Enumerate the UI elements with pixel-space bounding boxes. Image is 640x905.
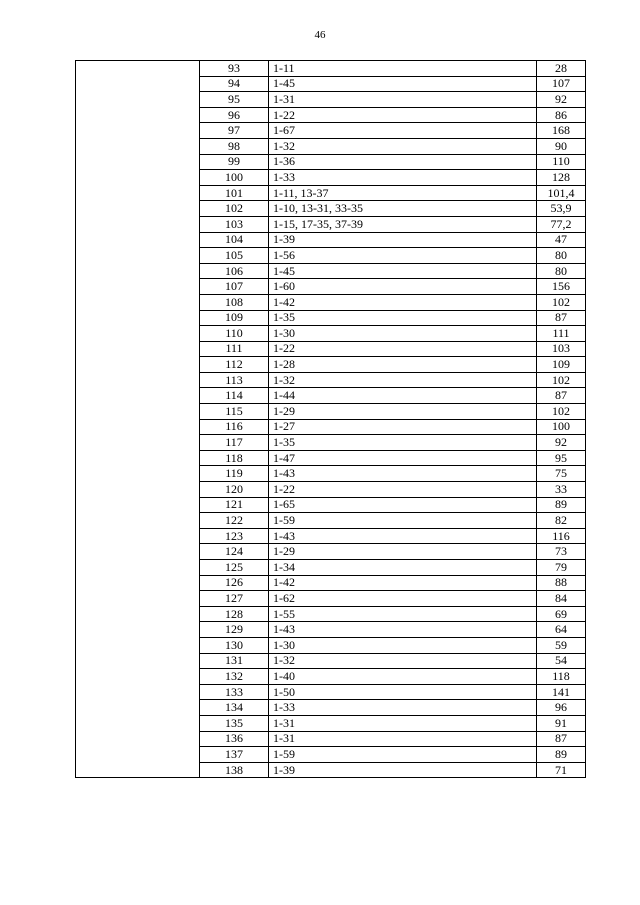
- value-cell: 92: [537, 92, 586, 108]
- range-cell: 1-43: [269, 466, 537, 482]
- value-cell: 96: [537, 700, 586, 716]
- table-row: [76, 61, 586, 77]
- row-number-cell: 97: [200, 123, 269, 139]
- range-cell: 1-22: [269, 341, 537, 357]
- value-cell: 100: [537, 419, 586, 435]
- range-cell: 1-47: [269, 450, 537, 466]
- value-cell: 64: [537, 622, 586, 638]
- blank-merged-cell: [76, 61, 200, 778]
- value-cell: 69: [537, 606, 586, 622]
- row-number-cell: 98: [200, 138, 269, 154]
- row-number-cell: 113: [200, 372, 269, 388]
- row-number-cell: 116: [200, 419, 269, 435]
- row-number-cell: 125: [200, 560, 269, 576]
- range-cell: 1-31: [269, 731, 537, 747]
- row-number-cell: 131: [200, 653, 269, 669]
- range-cell: 1-31: [269, 92, 537, 108]
- row-number-cell: 115: [200, 404, 269, 420]
- row-number-cell: 99: [200, 154, 269, 170]
- value-cell: 87: [537, 310, 586, 326]
- value-cell: 47: [537, 232, 586, 248]
- range-cell: 1-60: [269, 279, 537, 295]
- value-cell: 141: [537, 684, 586, 700]
- row-number-cell: 111: [200, 341, 269, 357]
- value-cell: 73: [537, 544, 586, 560]
- value-cell: 101,4: [537, 185, 586, 201]
- range-cell: 1-34: [269, 560, 537, 576]
- value-cell: 87: [537, 388, 586, 404]
- range-cell: 1-10, 13-31, 33-35: [269, 201, 537, 217]
- value-cell: 118: [537, 669, 586, 685]
- range-cell: 1-35: [269, 310, 537, 326]
- row-number-cell: 133: [200, 684, 269, 700]
- range-cell: 1-43: [269, 622, 537, 638]
- row-number-cell: 129: [200, 622, 269, 638]
- row-number-cell: 104: [200, 232, 269, 248]
- range-cell: 1-22: [269, 482, 537, 498]
- value-cell: 33: [537, 482, 586, 498]
- row-number-cell: 117: [200, 435, 269, 451]
- value-cell: 91: [537, 715, 586, 731]
- range-cell: 1-59: [269, 747, 537, 763]
- row-number-cell: 128: [200, 606, 269, 622]
- range-cell: 1-40: [269, 669, 537, 685]
- value-cell: 84: [537, 591, 586, 607]
- value-cell: 71: [537, 762, 586, 778]
- value-cell: 90: [537, 138, 586, 154]
- range-cell: 1-67: [269, 123, 537, 139]
- range-cell: 1-27: [269, 419, 537, 435]
- range-cell: 1-28: [269, 357, 537, 373]
- row-number-cell: 96: [200, 107, 269, 123]
- range-cell: 1-55: [269, 606, 537, 622]
- row-number-cell: 114: [200, 388, 269, 404]
- value-cell: 102: [537, 372, 586, 388]
- range-cell: 1-32: [269, 138, 537, 154]
- value-cell: 79: [537, 560, 586, 576]
- range-cell: 1-32: [269, 653, 537, 669]
- row-number-cell: 135: [200, 715, 269, 731]
- value-cell: 28: [537, 61, 586, 77]
- range-cell: 1-30: [269, 326, 537, 342]
- value-cell: 80: [537, 248, 586, 264]
- range-cell: 1-29: [269, 544, 537, 560]
- row-number-cell: 100: [200, 170, 269, 186]
- range-cell: 1-39: [269, 232, 537, 248]
- row-number-cell: 108: [200, 294, 269, 310]
- value-cell: 102: [537, 404, 586, 420]
- row-number-cell: 132: [200, 669, 269, 685]
- value-cell: 53,9: [537, 201, 586, 217]
- range-cell: 1-56: [269, 248, 537, 264]
- range-cell: 1-65: [269, 497, 537, 513]
- row-number-cell: 134: [200, 700, 269, 716]
- range-cell: 1-45: [269, 76, 537, 92]
- range-cell: 1-11: [269, 61, 537, 77]
- value-cell: 128: [537, 170, 586, 186]
- value-cell: 116: [537, 528, 586, 544]
- page-number: 46: [314, 29, 326, 41]
- value-cell: 86: [537, 107, 586, 123]
- range-cell: 1-32: [269, 372, 537, 388]
- value-cell: 109: [537, 357, 586, 373]
- range-cell: 1-45: [269, 263, 537, 279]
- range-cell: 1-33: [269, 170, 537, 186]
- row-number-cell: 123: [200, 528, 269, 544]
- range-cell: 1-30: [269, 637, 537, 653]
- range-cell: 1-39: [269, 762, 537, 778]
- row-number-cell: 94: [200, 76, 269, 92]
- row-number-cell: 95: [200, 92, 269, 108]
- value-cell: 82: [537, 513, 586, 529]
- value-cell: 107: [537, 76, 586, 92]
- range-cell: 1-50: [269, 684, 537, 700]
- range-cell: 1-33: [269, 700, 537, 716]
- range-cell: 1-29: [269, 404, 537, 420]
- row-number-cell: 101: [200, 185, 269, 201]
- row-number-cell: 107: [200, 279, 269, 295]
- range-cell: 1-15, 17-35, 37-39: [269, 216, 537, 232]
- value-cell: 156: [537, 279, 586, 295]
- row-number-cell: 137: [200, 747, 269, 763]
- row-number-cell: 119: [200, 466, 269, 482]
- row-number-cell: 109: [200, 310, 269, 326]
- value-cell: 102: [537, 294, 586, 310]
- row-number-cell: 112: [200, 357, 269, 373]
- row-number-cell: 121: [200, 497, 269, 513]
- row-number-cell: 130: [200, 637, 269, 653]
- value-cell: 111: [537, 326, 586, 342]
- row-number-cell: 110: [200, 326, 269, 342]
- value-cell: 88: [537, 575, 586, 591]
- row-number-cell: 124: [200, 544, 269, 560]
- range-cell: 1-44: [269, 388, 537, 404]
- value-cell: 89: [537, 747, 586, 763]
- range-cell: 1-42: [269, 294, 537, 310]
- range-cell: 1-59: [269, 513, 537, 529]
- range-cell: 1-22: [269, 107, 537, 123]
- row-number-cell: 127: [200, 591, 269, 607]
- value-cell: 92: [537, 435, 586, 451]
- range-cell: 1-11, 13-37: [269, 185, 537, 201]
- value-cell: 59: [537, 637, 586, 653]
- row-number-cell: 105: [200, 248, 269, 264]
- range-cell: 1-62: [269, 591, 537, 607]
- value-cell: 89: [537, 497, 586, 513]
- row-number-cell: 122: [200, 513, 269, 529]
- value-cell: 103: [537, 341, 586, 357]
- value-cell: 54: [537, 653, 586, 669]
- table-body: [76, 61, 586, 778]
- row-number-cell: 106: [200, 263, 269, 279]
- value-cell: 168: [537, 123, 586, 139]
- range-cell: 1-31: [269, 715, 537, 731]
- range-cell: 1-36: [269, 154, 537, 170]
- row-number-cell: 138: [200, 762, 269, 778]
- value-cell: 80: [537, 263, 586, 279]
- value-cell: 75: [537, 466, 586, 482]
- range-cell: 1-43: [269, 528, 537, 544]
- value-cell: 110: [537, 154, 586, 170]
- value-cell: 95: [537, 450, 586, 466]
- row-number-cell: 126: [200, 575, 269, 591]
- row-number-cell: 93: [200, 61, 269, 77]
- range-cell: 1-35: [269, 435, 537, 451]
- value-cell: 77,2: [537, 216, 586, 232]
- value-cell: 87: [537, 731, 586, 747]
- row-number-cell: 103: [200, 216, 269, 232]
- data-table: [75, 60, 586, 778]
- range-cell: 1-42: [269, 575, 537, 591]
- row-number-cell: 136: [200, 731, 269, 747]
- row-number-cell: 120: [200, 482, 269, 498]
- row-number-cell: 118: [200, 450, 269, 466]
- row-number-cell: 102: [200, 201, 269, 217]
